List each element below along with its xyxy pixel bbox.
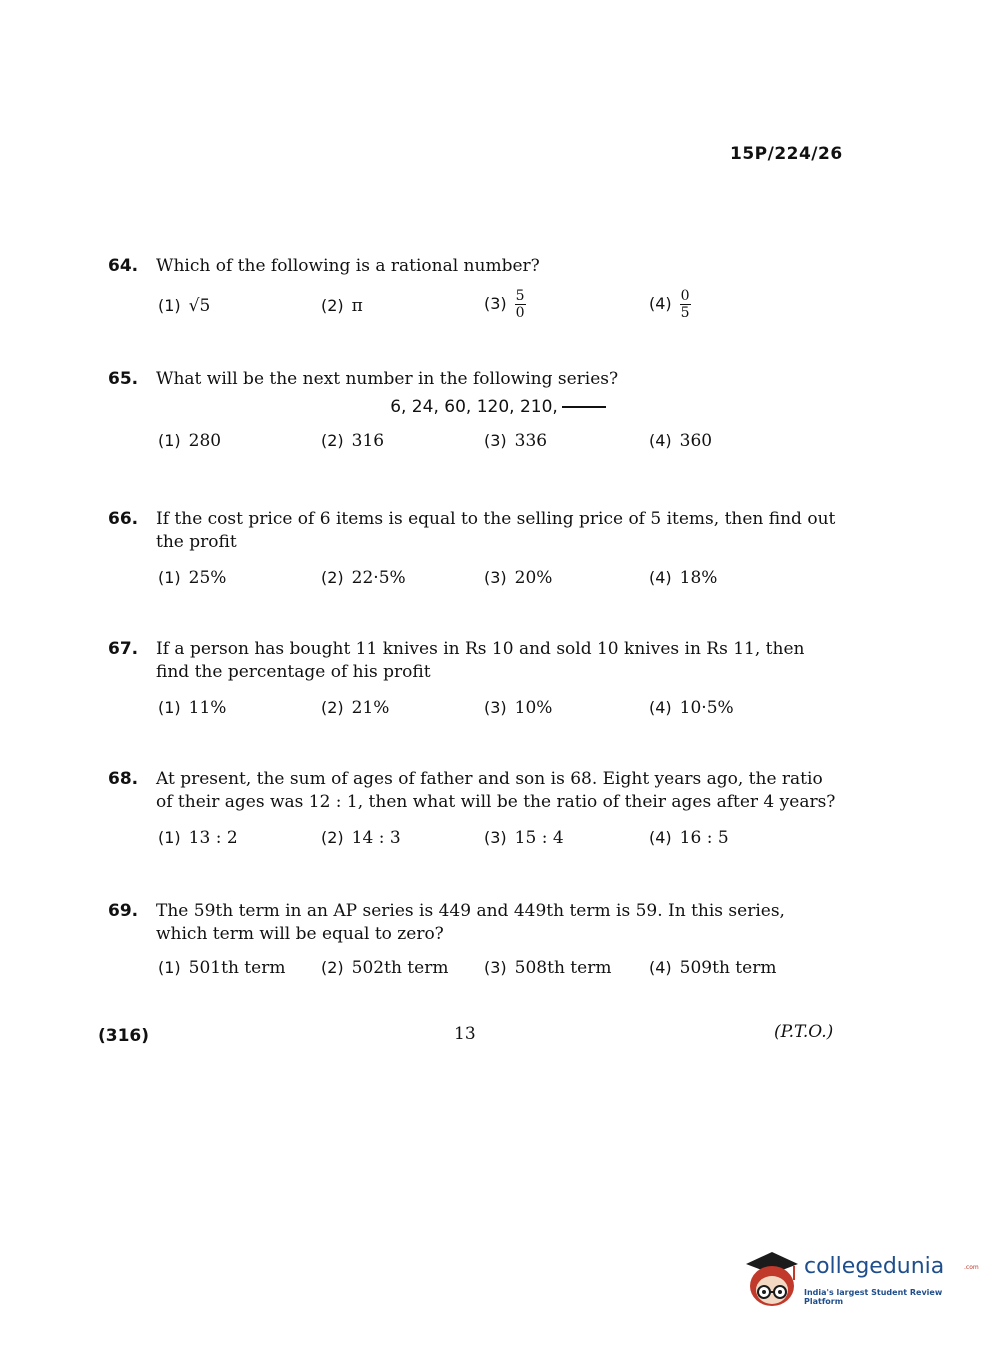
question-64 — [108, 255, 838, 326]
option-3: (3) 508th term — [484, 958, 612, 978]
question-text: If the cost price of 6 items is equal to the selling price of 5 items, then find out the profit — [156, 509, 836, 552]
page-number: 13 — [454, 1024, 476, 1044]
logo-domain: .com — [964, 1264, 979, 1271]
question-text: If a person has bought 11 knives in Rs 10 and sold 10 knives in Rs 11, then find the percentage of his profit — [156, 639, 805, 682]
mascot-icon — [742, 1246, 802, 1312]
logo-wordmark: collegedunia — [804, 1254, 945, 1279]
logo-tagline: India's largest Student Review Platform — [804, 1288, 943, 1306]
question-number: 68. — [108, 769, 139, 789]
question-number: 67. — [108, 639, 139, 659]
option-4: (4) $\frac{0}{5}$ — [649, 288, 690, 321]
option-2: (2) 502th term — [321, 958, 449, 978]
option-3: (3) 10% — [484, 698, 553, 718]
booklet-code: (316) — [98, 1026, 150, 1046]
options — [158, 698, 838, 728]
option-1: (1) 501th term — [158, 958, 286, 978]
options — [158, 568, 838, 598]
question-68 — [108, 768, 838, 858]
option-2: (2) 21% — [321, 698, 390, 718]
question-number: 64. — [108, 256, 139, 276]
number-series: 6, 24, 60, 120, 210, — [158, 397, 838, 417]
option-2: (2) 14 : 3 — [321, 828, 401, 848]
series-blank — [562, 406, 606, 408]
option-3: (3) 20% — [484, 568, 553, 588]
option-4: (4) 509th term — [649, 958, 777, 978]
option-1: (1) 280 — [158, 431, 222, 451]
collegedunia-logo — [742, 1246, 979, 1316]
option-1: (1) √5 — [158, 296, 211, 316]
option-2: (2) 22·5% — [321, 568, 406, 588]
question-text: What will be the next number in the following series? — [156, 369, 619, 389]
question-text: The 59th term in an AP series is 449 and 449th term is 59. In this series, which term will be equal to zero? — [156, 901, 785, 944]
option-2: (2) 316 — [321, 431, 385, 451]
options — [158, 431, 838, 461]
option-1: (1) 13 : 2 — [158, 828, 238, 848]
question-number: 66. — [108, 509, 139, 529]
question-69 — [108, 900, 838, 988]
options — [158, 828, 838, 858]
question-number: 65. — [108, 369, 139, 389]
pto-note: (P.T.O.) — [774, 1022, 834, 1042]
fraction: $\frac{0}{5}$ — [680, 288, 690, 321]
options — [158, 958, 838, 988]
options — [158, 288, 838, 326]
option-4: (4) 18% — [649, 568, 718, 588]
fraction: $\frac{5}{0}$ — [515, 288, 525, 321]
question-number: 69. — [108, 901, 139, 921]
option-4: (4) 360 — [649, 431, 713, 451]
question-text: At present, the sum of ages of father and son is 68. Eight years ago, the ratio of their ages was 12 : 1, then what will be the ratio of their ages after 4 years? — [156, 769, 836, 812]
question-66 — [108, 508, 838, 598]
option-4: (4) 16 : 5 — [649, 828, 729, 848]
option-3: (3) 15 : 4 — [484, 828, 564, 848]
option-1: (1) 25% — [158, 568, 227, 588]
question-67 — [108, 638, 838, 728]
option-4: (4) 10·5% — [649, 698, 734, 718]
question-65 — [108, 368, 838, 461]
option-3: (3) 336 — [484, 431, 548, 451]
paper-code: 15P/224/26 — [730, 144, 843, 164]
option-1: (1) 11% — [158, 698, 227, 718]
option-2: (2) π — [321, 296, 363, 316]
option-3: (3) $\frac{5}{0}$ — [484, 288, 525, 321]
question-text: Which of the following is a rational number? — [156, 256, 540, 276]
